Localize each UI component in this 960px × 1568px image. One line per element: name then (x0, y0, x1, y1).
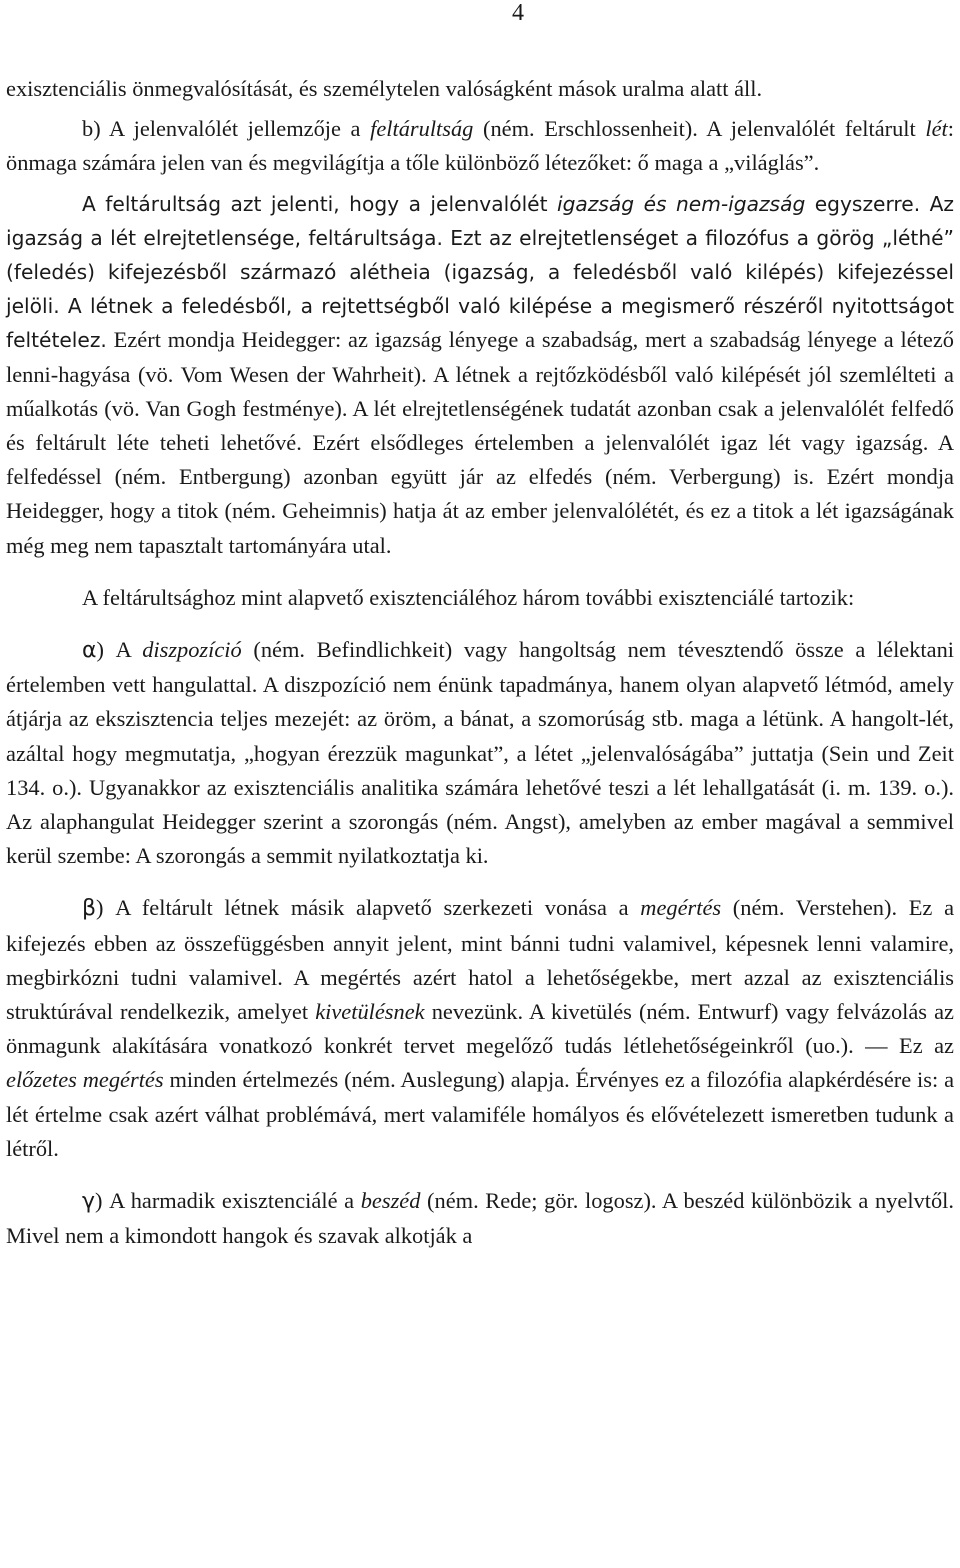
p2-text-c: (ném. Erschlossenheit). A jelenvalólét feltárult (473, 116, 926, 142)
paragraph-5 (6, 633, 954, 873)
paragraph-6 (6, 891, 954, 1166)
p6-term-megertes: megértés (640, 895, 722, 921)
document-body (6, 72, 954, 1254)
gamma-marker: γ (82, 1189, 96, 1215)
p3-text-e: Ezért mondja Heidegger: az igazság lényege a szabadság, mert a szabadság lényege a létező lenni-hagyása (vö. Vom Wesen der Wahrheit). A létnek a rejtőzködésből való kilépését jól szemlélteti a műalkotás (vö. Van Gogh festménye). A lét elrejtetlenségének tudatát azonban csak a jelenvalólét felfedő és feltárult léte teheti lehetővé. Ezért elsődleges értelemben a jelenvalólét igaz lét vagy igazság. A felfedéssel (ném. Entbergung) azonban együtt jár az elfedés (ném. Verbergung) is. Ezért mondja Heidegger, hogy a titok (ném. Geheimnis) hatja át az ember jelenvalólétét, és ez a titok a lét igazságának még meg nem tapasztalt tartományára utal. (6, 327, 954, 558)
p6-text-c: (ném. Verstehen). Ez a kifejezés ebben az összefüggésben annyit jelent, mint bánni tudni valamivel, képesnek lenni valamire, megbirkózni tudni valamivel. A megértés azért hatol a lehetőségekbe, mert azzal az exisztenciális struktúrával rendelkezik, amelyet (6, 895, 955, 1025)
paragraph-1: exisztenciális önmegvalósítását, és személytelen valóságként mások uralma alatt áll. (6, 76, 763, 101)
p2-text-a: b) A jelenvalólét jellemzője a (82, 116, 371, 142)
p6-term-kivetules: kivetülésnek (315, 999, 425, 1025)
p2-term-let: lét (925, 116, 948, 142)
p6-term-elozetes-megertes: előzetes megértés (6, 1067, 164, 1093)
p3-text-d: Ezt az elrejtetlenséget a filozófus a görög „léthé” (feledés) kifejezésből származó alétheia (igazság, a feledésből való kilépés) kifejezéssel jelöli. A létnek a feledésből, a rejtettségből való kilépése a megismerő részéről nyitottságot feltételez. (6, 225, 954, 353)
p3-text-a: A feltárultság azt jelenti, hogy a jelenvalólét (82, 191, 557, 216)
p3-term-igazsag: igazság és nem-igazság (557, 191, 806, 216)
p6-text-a: ) A feltárult létnek másik alapvető szerkezeti vonása a (96, 895, 641, 921)
alpha-marker: α (82, 638, 97, 664)
p6-text-g: minden értelmezés (ném. Auslegung) alapja. Érvényes ez a filozófia alapkérdésére is: a lét értelme csak azért válhat problémává, mert valamiféle homályos és elővételezett ismeretben tudunk a létről. (6, 1067, 955, 1161)
p7-term-beszed: beszéd (360, 1188, 421, 1214)
p5-text-c: (ném. Befindlichkeit) vagy hangoltság nem tévesztendő össze a lélektani értelemben vett hangulattal. A diszpozíció nem énünk tapadmánya, hanem olyan alapvető létmód, amely átjárja az ekszisztencia teljes mezejét: az öröm, a bánat, a szomorúság stb. maga a létünk. A hangolt-lét, azáltal hogy megmutatja, „hogyan érezzük magunkat”, a létet „jelenvalóságába” juttatja (Sein und Zeit 134. o.). Ugyanakkor az exisztenciális analitika számára lehetővé teszi a lét lehallgatását (i. m. 139. o.). Az alaphangulat Heidegger szerint a szorongás (ném. Angst), amelyben az ember magával a semmivel kerül szembe: A szorongás a semmit nyilatkoztatja ki. (6, 637, 954, 869)
p5-term-diszpozicio: diszpozíció (142, 637, 242, 663)
p7-text-a: ) A harmadik exisztenciálé a (95, 1188, 361, 1214)
p2-text-e: : önmaga számára jelen van és megvilágítja a tőle különböző létezőket: ő maga a „világlás”. (6, 116, 954, 176)
paragraph-3 (6, 187, 954, 563)
paragraph-4: A feltárultsághoz mint alapvető exisztenciáléhoz három további exisztenciálé tartozik: (82, 584, 855, 610)
paragraph-7 (6, 1184, 954, 1253)
p7-text-c: (ném. Rede; gör. logosz). A beszéd különbözik a nyelvtől. Mivel nem a kimondott hangok és szavak alkotják a (6, 1188, 954, 1249)
p6-text-e: nevezünk. A kivetülés (ném. Entwurf) vagy felvázolás az önmagunk alakítására vonatkozó konkrét tervet megelőző tudás létlehetőségeinkről (uo.). — Ez az (6, 999, 954, 1059)
beta-marker: β (82, 896, 97, 922)
p2-term-feltarultsag: feltárultság (370, 116, 474, 142)
p5-text-a: ) A (96, 637, 143, 663)
page-number: 4 (512, 0, 524, 26)
paragraph-2 (6, 112, 954, 180)
p3-text-c: egyszerre. Az igazság a lét elrejtetlensége, feltárultsága. (6, 191, 955, 250)
